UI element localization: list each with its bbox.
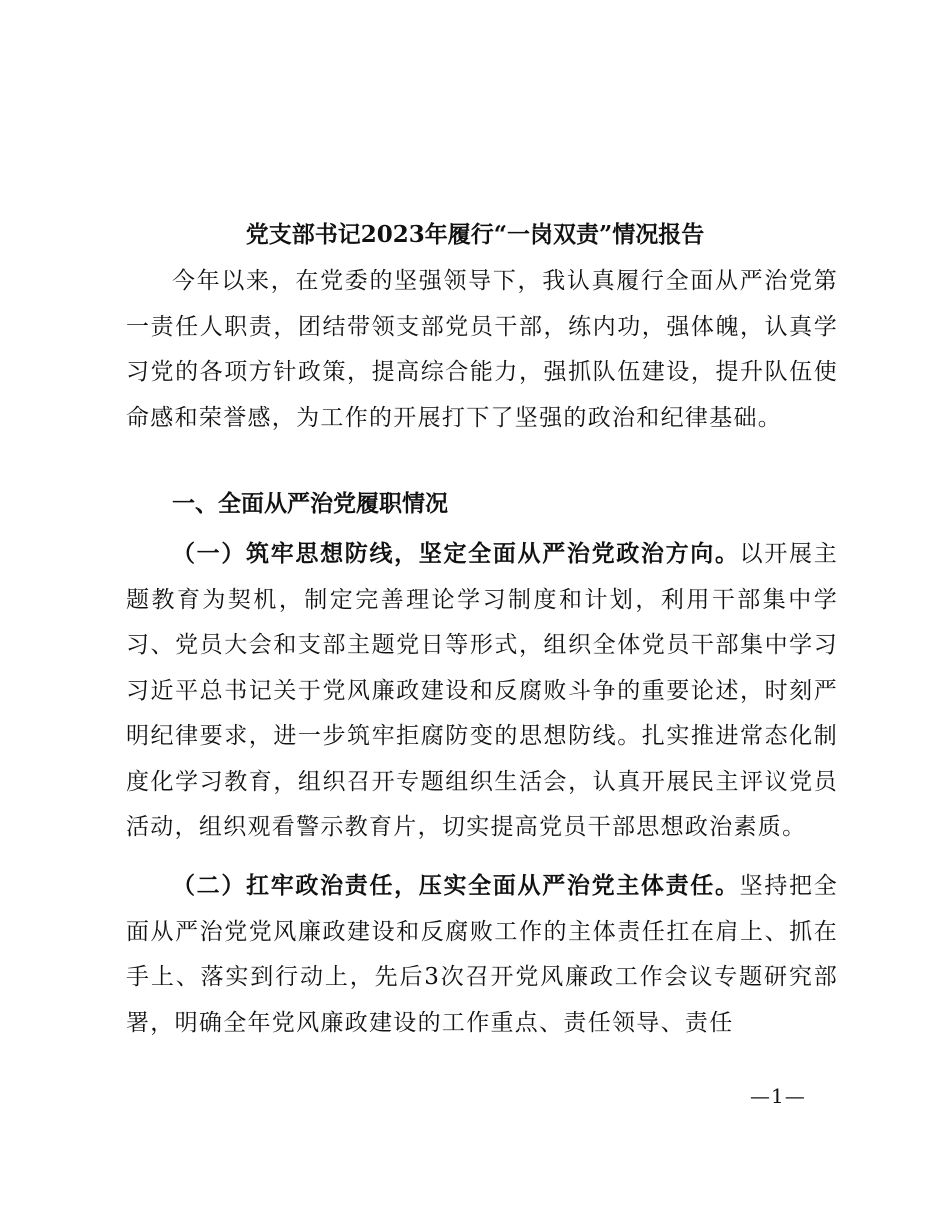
item-lead-1: （一）筑牢思想防线，坚定全面从严治党政治方向。 (172, 540, 740, 567)
item-paragraph-2 (126, 863, 838, 1046)
section-heading: 一、全面从严治党履职情况 (172, 491, 448, 517)
page-number: —1— (750, 1084, 806, 1108)
intro-paragraph: 今年以来，在党委的坚强领导下，我认真履行全面从严治党第一责任人职责，团结带领支部党员干部，练内功，强体魄，认真学习党的各项方针政策，提高综合能力，强抓队伍建设，提升队伍使命感和荣誉感，为工作的开展打下了坚强的政治和纪律基础。 (126, 268, 838, 431)
item-lead-2: （二）扛牢政治责任，压实全面从严治党主体责任。 (172, 872, 740, 899)
document-title: 党支部书记2023年履行“一岗双责”情况报告 (245, 221, 705, 248)
item-body-1: 以开展主题教育为契机，制定完善理论学习制度和计划，利用干部集中学习、党员大会和支部主题党日等形式，组织全体党员干部集中学习习近平总书记关于党风廉政建设和反腐败斗争的重要论述，时刻严明纪律要求，进一步筑牢拒腐防变的思想防线。扎实推进常态化制度化学习教育，组织召开专题组织生活会，认真开展民主评议党员活动，组织观看警示教育片，切实提高党员干部思想政治素质。 (126, 541, 838, 840)
item-paragraph-1 (126, 531, 838, 851)
item-body-2: 坚持把全面从严治党党风廉政建设和反腐败工作的主体责任扛在肩上、抓在手上、落实到行动上，先后3次召开党风廉政工作会议专题研究部署，明确全年党风廉政建设的工作重点、责任领导、责任 (126, 873, 838, 1036)
